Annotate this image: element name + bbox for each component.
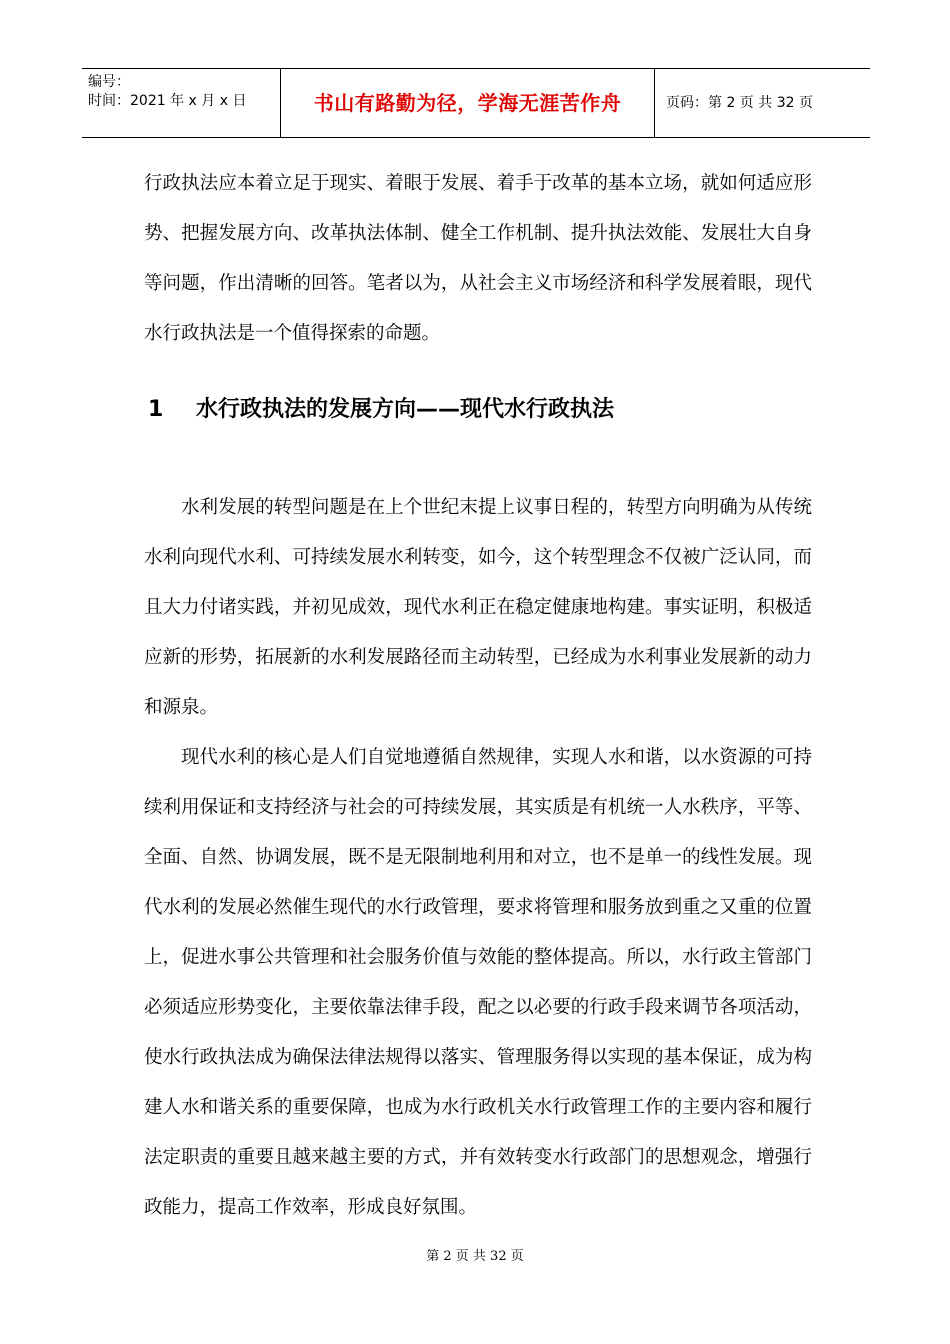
paragraph: 现代水利的核心是人们自觉地遵循自然规律，实现人水和谐，以水资源的可持续利用保证和支持经济与社会的可持续发展，其实质是有机统一人水秩序，平等、全面、自然、协调发展，既不是无限制地利用和对立，也不是单一的线性发展。现代水利的发展必然催生现代的水行政管理，要求将管理和服务放到重之又重的位置上，促进水事公共管理和社会服务价值与效能的整体提高。所以，水行政主管部门必须适应形势变化，主要依靠法律手段，配之以必要的行政手段来调节各项活动，使水行政执法成为确保法律法规得以落实、管理服务得以实现的基本保证，成为构建人水和谐关系的重要保障，也成为水行政机关水行政管理工作的主要内容和履行法定职责的重要且越来越主要的方式，并有效转变水行政部门的思想观念，增强行政能力，提高工作效率，形成良好氛围。 xyxy=(144,747,812,1218)
document-number-label: 编号： xyxy=(88,74,130,90)
section-heading xyxy=(148,388,614,432)
section-number: 1 xyxy=(148,397,164,422)
header-meta xyxy=(88,73,246,111)
paragraph: 水利发展的转型问题是在上个世纪末提上议事日程的，转型方向明确为从传统水利向现代水利、可持续发展水利转变，如今，这个转型理念不仅被广泛认同，而且大力付诸实践，并初见成效，现代水利正在稳定健康地构建。事实证明，积极适应新的形势，拓展新的水利发展路径而主动转型，已经成为水利事业发展新的动力和源泉。 xyxy=(144,497,812,718)
section-title: 水行政执法的发展方向——现代水行政执法 xyxy=(196,397,615,422)
document-date: 时间：2021 年 x 月 x 日 xyxy=(88,93,247,109)
page-header xyxy=(82,68,870,138)
page-footer: 第 2 页 共 32 页 xyxy=(426,1249,524,1264)
paragraph: 行政执法应本着立足于现实、着眼于发展、着手于改革的基本立场，就如何适应形势、把握发展方向、改革执法体制、健全工作机制、提升执法效能、发展壮大自身等问题，作出清晰的回答。笔者以为，从社会主义市场经济和科学发展着眼，现代水行政执法是一个值得探索的命题。 xyxy=(144,173,812,344)
intro-paragraph-block xyxy=(144,159,812,359)
header-page-info: 页码：第 2 页 共 32 页 xyxy=(666,95,813,111)
body-paragraph-block xyxy=(144,483,812,1233)
header-divider xyxy=(654,69,655,137)
header-motto: 书山有路勤为径，学海无涯苦作舟 xyxy=(313,91,622,115)
